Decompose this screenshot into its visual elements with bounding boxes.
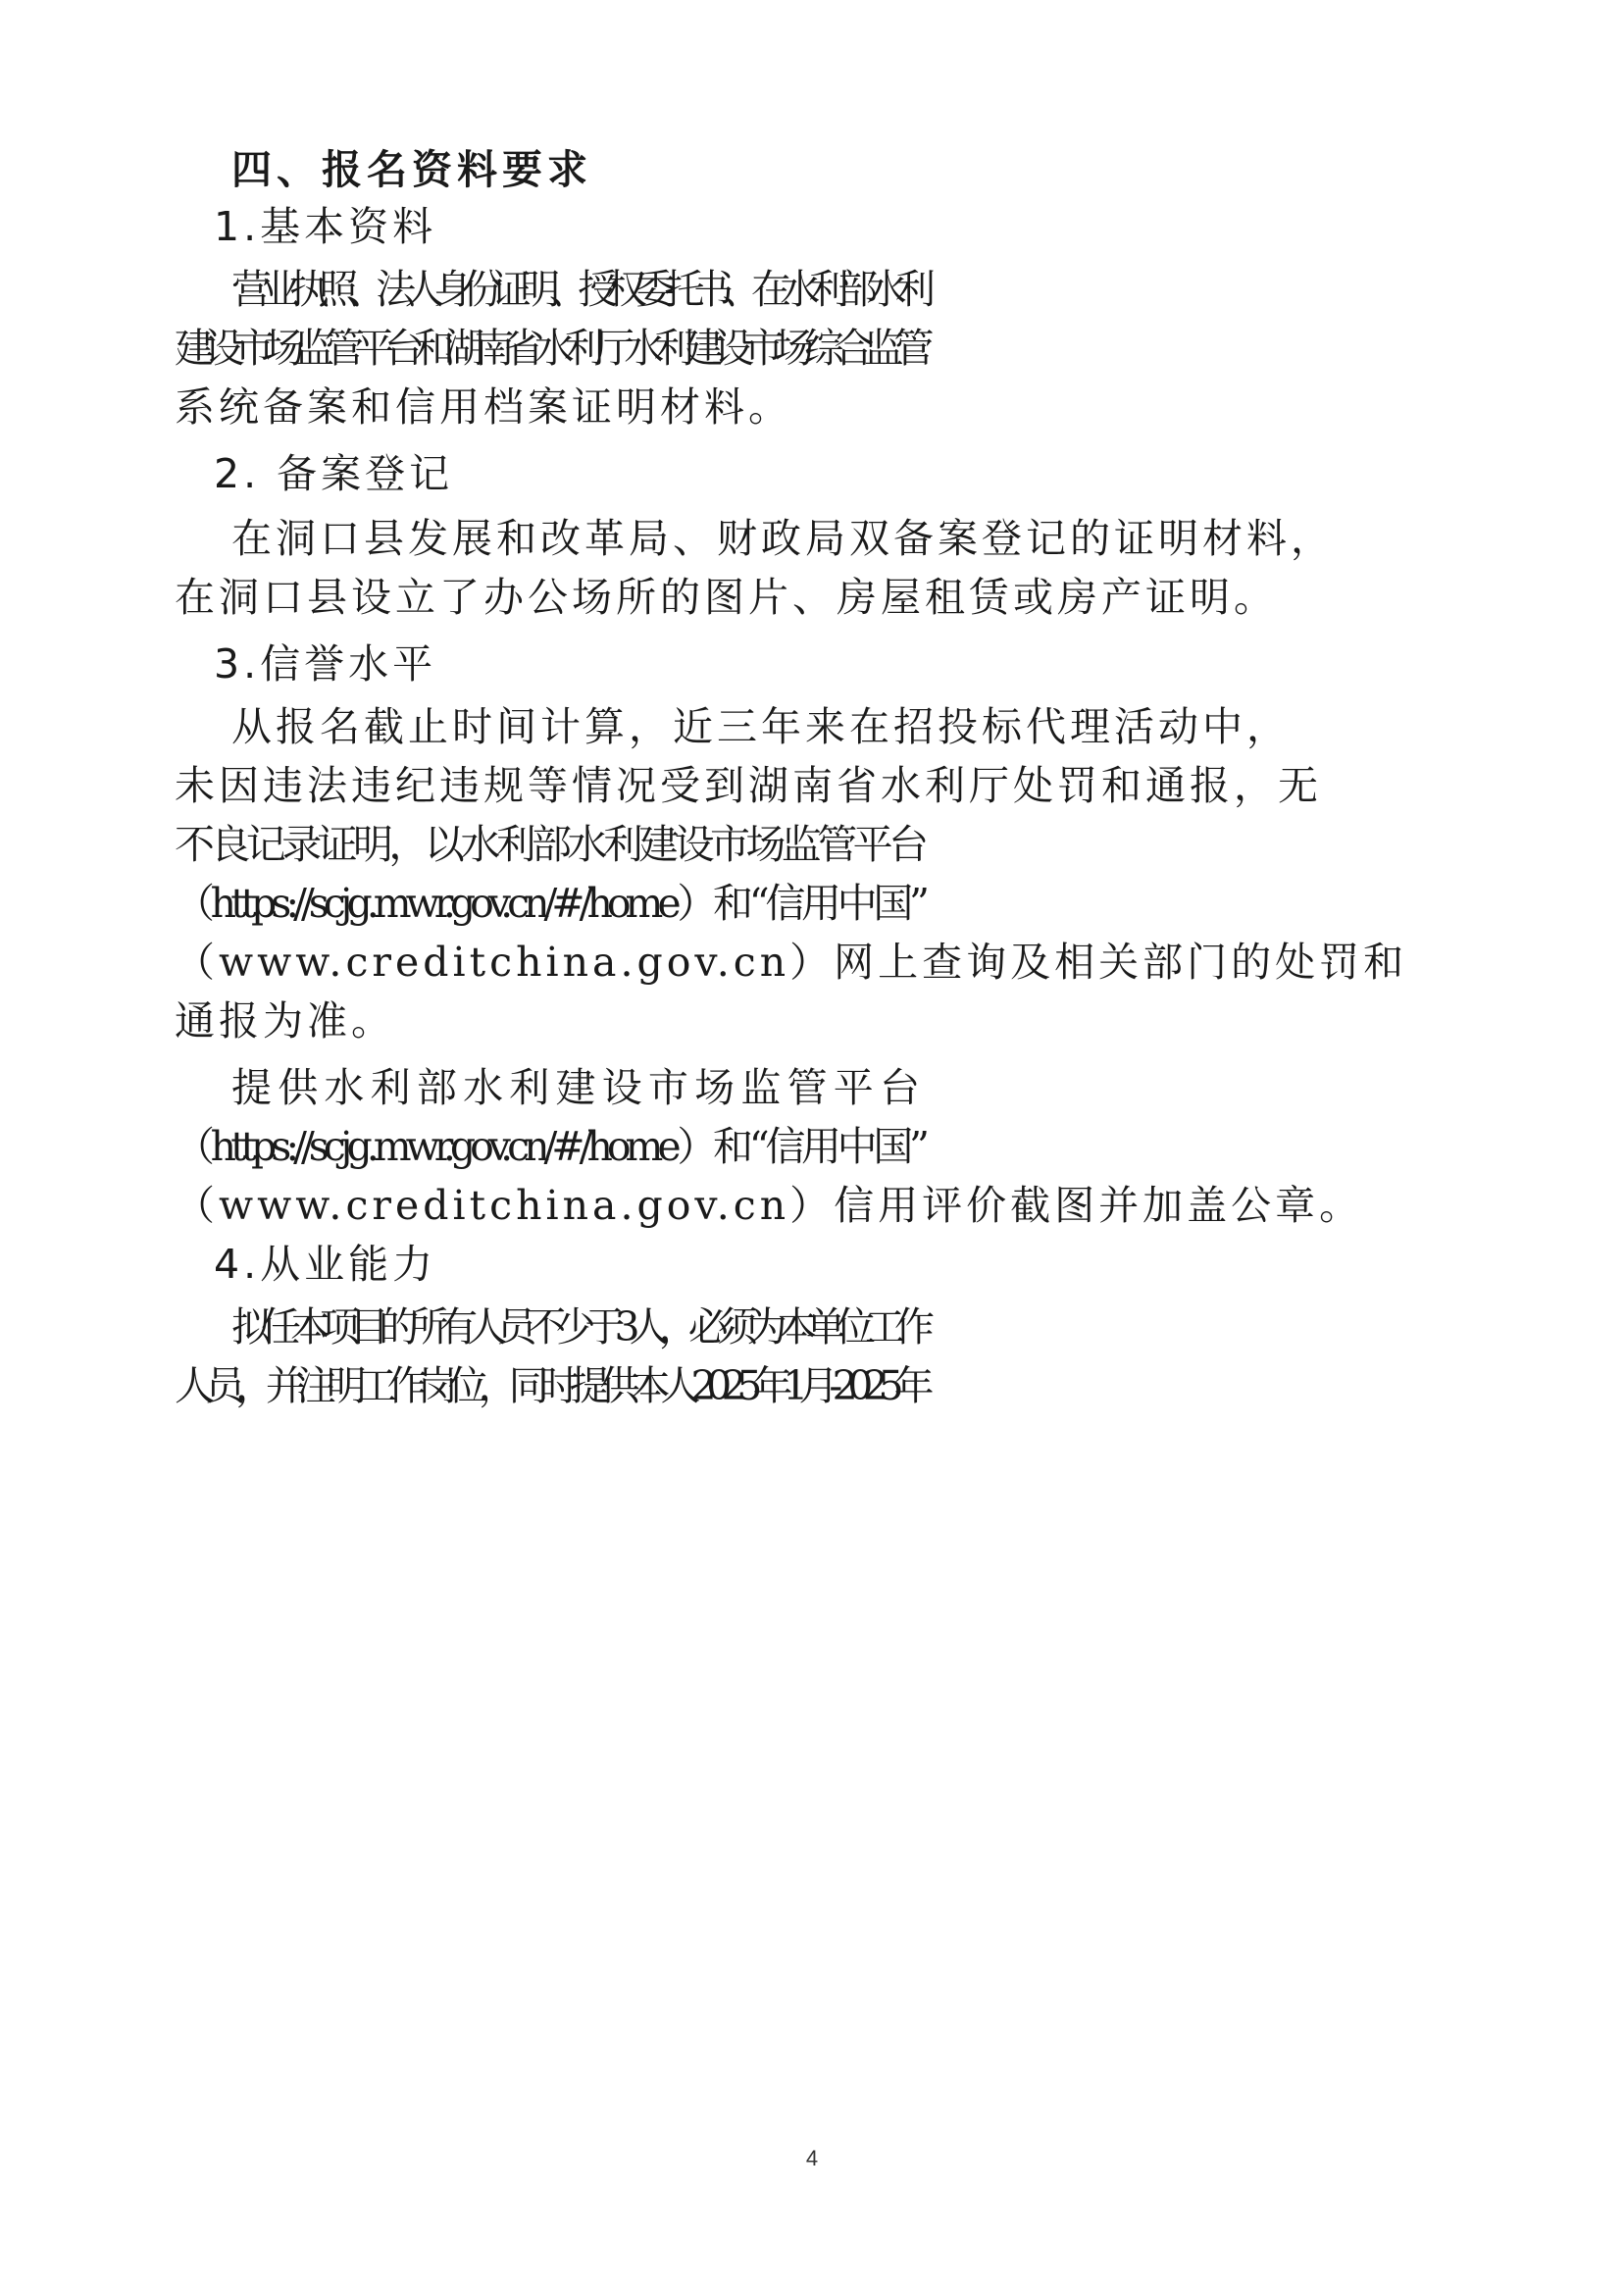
paragraph-line: （https://scjg.mwr.gov.cn/#/home）和“信用中国”	[175, 880, 924, 927]
item-title-registration: 2. 备案登记	[214, 450, 454, 497]
paragraph-line: 系统备案和信用档案证明材料。	[175, 383, 792, 431]
paragraph-line: 未因违法违纪违规等情况受到湖南省水利厅处罚和通报，无	[175, 762, 1322, 809]
paragraph-line: 拟任本项目的所有人员不少于3人，必须为本单位工作	[231, 1303, 924, 1350]
paragraph-line: 营业执照、法人身份证明、授权委托书、在水利部水利	[231, 266, 924, 313]
paragraph-line: 通报为准。	[175, 997, 395, 1045]
item-title-basic-materials: 1.基本资料	[214, 203, 437, 250]
paragraph-line: 在洞口县设立了办公场所的图片、房屋租赁或房产证明。	[175, 574, 1278, 621]
item-title-capability: 4.从业能力	[214, 1241, 437, 1288]
paragraph-line: 在洞口县发展和改革局、财政局双备案登记的证明材料，	[231, 515, 1335, 562]
page-number: 4	[805, 2146, 819, 2170]
item-title-reputation: 3.信誉水平	[214, 640, 437, 688]
paragraph-line: 提供水利部水利建设市场监管平台	[231, 1064, 924, 1111]
paragraph-line: （https://scjg.mwr.gov.cn/#/home）和“信用中国”	[175, 1123, 924, 1170]
section-heading: 四、报名资料要求	[231, 146, 592, 193]
paragraph-line: 从报名截止时间计算，近三年来在招投标代理活动中，	[231, 703, 1291, 750]
paragraph-line: 人员，并注明工作岗位，同时提供本人2025年1月-2025年	[175, 1362, 924, 1409]
paragraph-line: 不良记录证明，以水利部水利建设市场监管平台	[175, 821, 924, 868]
paragraph-line: （www.creditchina.gov.cn）信用评价截图并加盖公章。	[175, 1182, 1364, 1229]
paragraph-line: （www.creditchina.gov.cn）网上查询及相关部门的处罚和	[175, 939, 1408, 986]
paragraph-line: 建设市场监管平台和湖南省水利厅水利建设市场综合监管	[175, 325, 924, 372]
